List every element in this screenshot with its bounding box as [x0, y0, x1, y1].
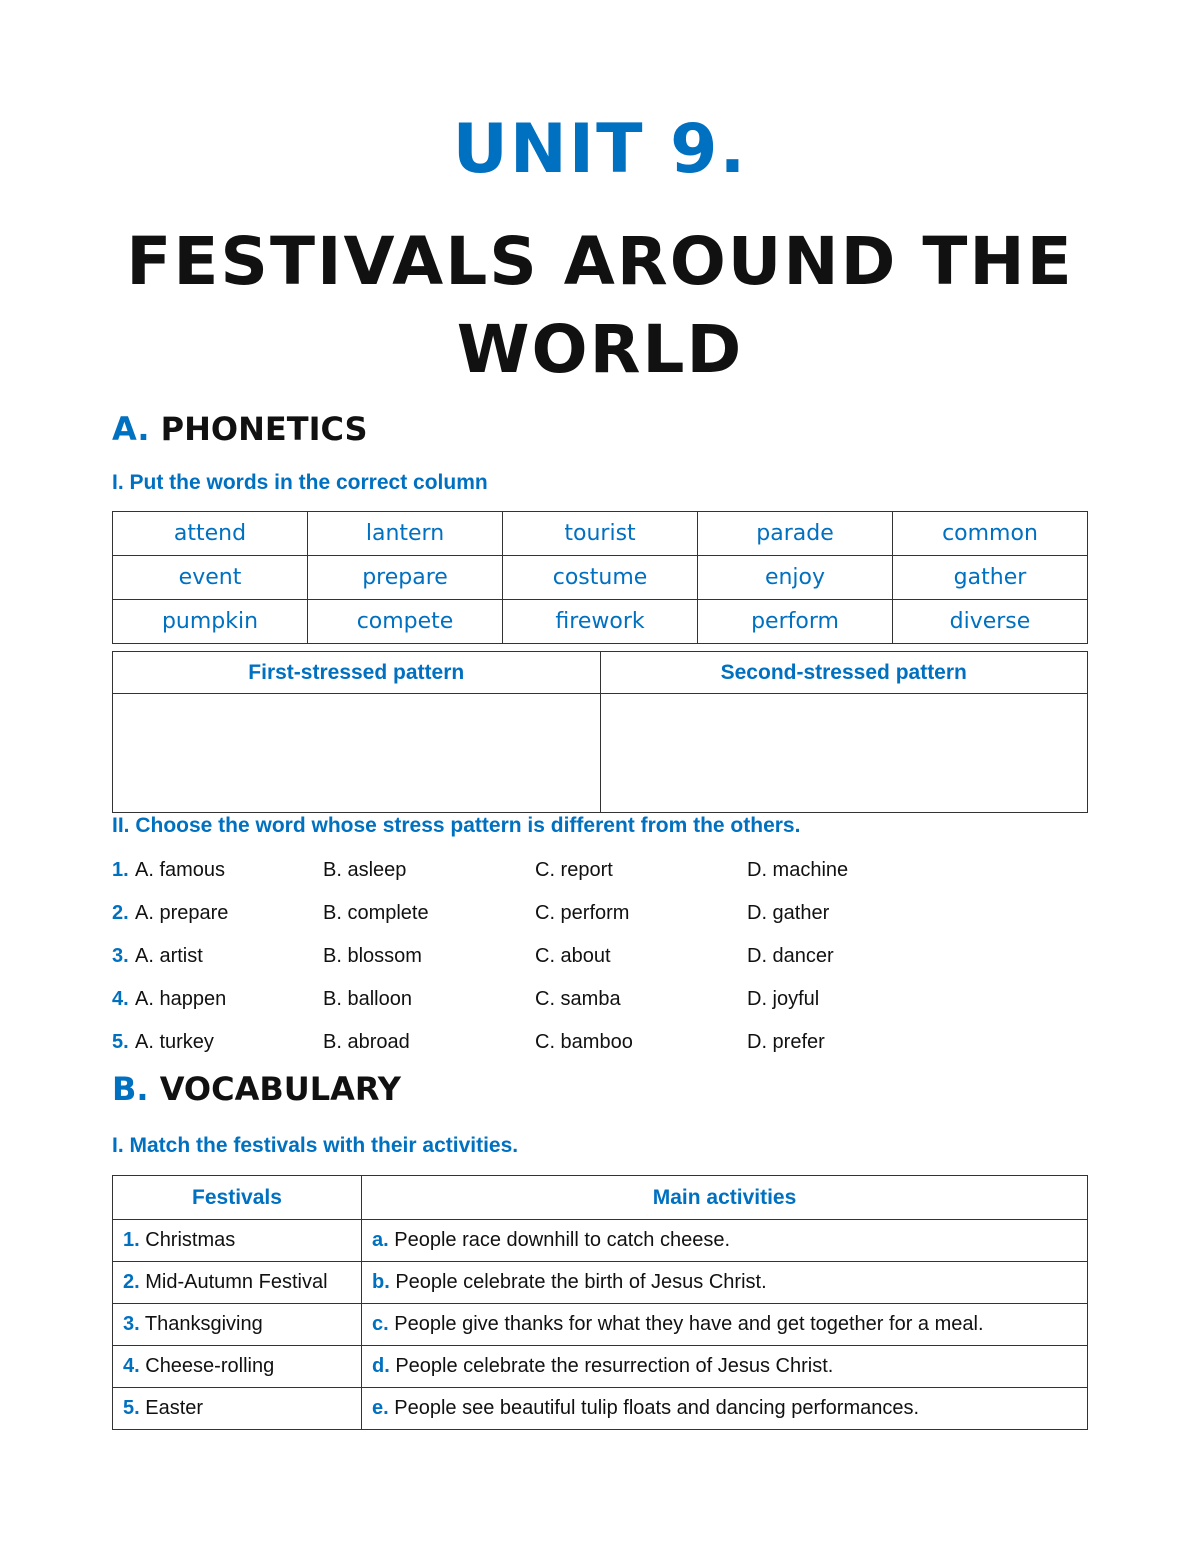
- festival-number: 4.: [123, 1355, 140, 1377]
- option-a[interactable]: A. turkey: [135, 1031, 214, 1053]
- word-cell: lantern: [308, 512, 503, 556]
- question-number: 1.: [112, 859, 129, 881]
- table-row: [113, 1176, 1088, 1220]
- festival-cell: [113, 1346, 362, 1388]
- task-b1-instruction: I. Match the festivals with their activities.: [112, 1134, 519, 1157]
- question-number: 4.: [112, 988, 129, 1010]
- word-cell: diverse: [892, 600, 1087, 644]
- page-title: [60, 218, 1140, 394]
- word-cell: attend: [113, 512, 308, 556]
- second-stressed-header: Second-stressed pattern: [600, 652, 1088, 694]
- word-cell: firework: [503, 600, 698, 644]
- festival-name: Christmas: [139, 1229, 236, 1251]
- festival-name: Mid-Autumn Festival: [139, 1271, 328, 1293]
- word-cell: perform: [698, 600, 893, 644]
- activity-text: People race downhill to catch cheese.: [388, 1229, 731, 1251]
- activity-text: People celebrate the birth of Jesus Christ.: [389, 1271, 767, 1293]
- table-row: [113, 1262, 1088, 1304]
- festival-cell: [113, 1262, 362, 1304]
- table-row: [113, 652, 1088, 694]
- unit-title: UNIT 9.: [452, 110, 748, 189]
- activity-cell: [362, 1262, 1088, 1304]
- activity-cell: [362, 1388, 1088, 1430]
- option-c[interactable]: C. perform: [535, 902, 630, 924]
- option-b[interactable]: B. blossom: [323, 945, 422, 967]
- activity-letter: a.: [372, 1229, 389, 1251]
- option-c[interactable]: C. report: [535, 859, 613, 881]
- option-c[interactable]: C. about: [535, 945, 611, 967]
- table-row: [113, 1346, 1088, 1388]
- option-a[interactable]: A. happen: [135, 988, 227, 1010]
- question-number: 3.: [112, 945, 129, 967]
- activity-text: People celebrate the resurrection of Jesus Christ.: [389, 1355, 834, 1377]
- activity-text: People see beautiful tulip floats and dancing performances.: [388, 1397, 920, 1419]
- first-stressed-answer-cell[interactable]: [113, 694, 601, 813]
- title-line-2: WORLD: [456, 311, 744, 388]
- word-cell: tourist: [503, 512, 698, 556]
- option-c[interactable]: C. samba: [535, 988, 621, 1010]
- activity-letter: b.: [372, 1271, 390, 1293]
- table-row: [113, 694, 1088, 813]
- table-row: [113, 1304, 1088, 1346]
- task-a1-instruction: I. Put the words in the correct column: [112, 471, 488, 494]
- table-row: [113, 556, 1088, 600]
- word-cell: common: [892, 512, 1087, 556]
- option-d[interactable]: D. machine: [747, 859, 849, 881]
- activity-text: People give thanks for what they have and get together for a meal.: [388, 1313, 984, 1335]
- festival-number: 1.: [123, 1229, 140, 1251]
- first-stressed-header: First-stressed pattern: [113, 652, 601, 694]
- section-title: VOCABULARY: [148, 1070, 401, 1108]
- option-a[interactable]: A. prepare: [135, 902, 229, 924]
- activity-letter: c.: [372, 1313, 389, 1335]
- activity-cell: [362, 1346, 1088, 1388]
- section-letter: A.: [112, 410, 150, 448]
- option-d[interactable]: D. dancer: [747, 945, 834, 967]
- table-row: [113, 1388, 1088, 1430]
- section-a-heading: [112, 410, 368, 448]
- section-b-heading: [112, 1070, 401, 1108]
- question-row: [112, 945, 1012, 975]
- word-cell: enjoy: [698, 556, 893, 600]
- question-row: [112, 902, 1012, 932]
- question-row: [112, 859, 1012, 889]
- activity-letter: d.: [372, 1355, 390, 1377]
- option-b[interactable]: B. asleep: [323, 859, 407, 881]
- activity-cell: [362, 1220, 1088, 1262]
- word-cell: parade: [698, 512, 893, 556]
- option-b[interactable]: B. balloon: [323, 988, 412, 1010]
- word-cell: prepare: [308, 556, 503, 600]
- word-cell: gather: [892, 556, 1087, 600]
- option-d[interactable]: D. prefer: [747, 1031, 825, 1053]
- section-title: PHONETICS: [149, 410, 368, 448]
- question-row: [112, 1031, 1012, 1061]
- festivals-header: Festivals: [113, 1176, 362, 1220]
- option-d[interactable]: D. gather: [747, 902, 830, 924]
- question-number: 5.: [112, 1031, 129, 1053]
- word-cell: pumpkin: [113, 600, 308, 644]
- matching-table: [112, 1175, 1088, 1430]
- word-cell: compete: [308, 600, 503, 644]
- activities-header: Main activities: [362, 1176, 1088, 1220]
- option-b[interactable]: B. complete: [323, 902, 429, 924]
- festival-number: 3.: [123, 1313, 140, 1335]
- option-d[interactable]: D. joyful: [747, 988, 820, 1010]
- option-a[interactable]: A. artist: [135, 945, 203, 967]
- option-b[interactable]: B. abroad: [323, 1031, 410, 1053]
- second-stressed-answer-cell[interactable]: [600, 694, 1088, 813]
- festival-number: 2.: [123, 1271, 140, 1293]
- table-row: [113, 1220, 1088, 1262]
- festival-cell: [113, 1220, 362, 1262]
- activity-cell: [362, 1304, 1088, 1346]
- activity-letter: e.: [372, 1397, 389, 1419]
- festival-name: Thanksgiving: [139, 1313, 263, 1335]
- question-number: 2.: [112, 902, 129, 924]
- option-c[interactable]: C. bamboo: [535, 1031, 633, 1053]
- word-table: [112, 511, 1088, 644]
- festival-name: Easter: [139, 1397, 204, 1419]
- festival-cell: [113, 1388, 362, 1430]
- word-cell: event: [113, 556, 308, 600]
- word-cell: costume: [503, 556, 698, 600]
- stress-pattern-table: [112, 651, 1088, 813]
- question-row: [112, 988, 1012, 1018]
- table-row: [113, 512, 1088, 556]
- task-a2-instruction: II. Choose the word whose stress pattern is different from the others.: [112, 814, 801, 837]
- festival-name: Cheese-rolling: [139, 1355, 275, 1377]
- festival-number: 5.: [123, 1397, 140, 1419]
- table-row: [113, 600, 1088, 644]
- title-line-1: FESTIVALS AROUND THE: [126, 223, 1074, 300]
- section-letter: B.: [112, 1070, 149, 1108]
- festival-cell: [113, 1304, 362, 1346]
- option-a[interactable]: A. famous: [135, 859, 226, 881]
